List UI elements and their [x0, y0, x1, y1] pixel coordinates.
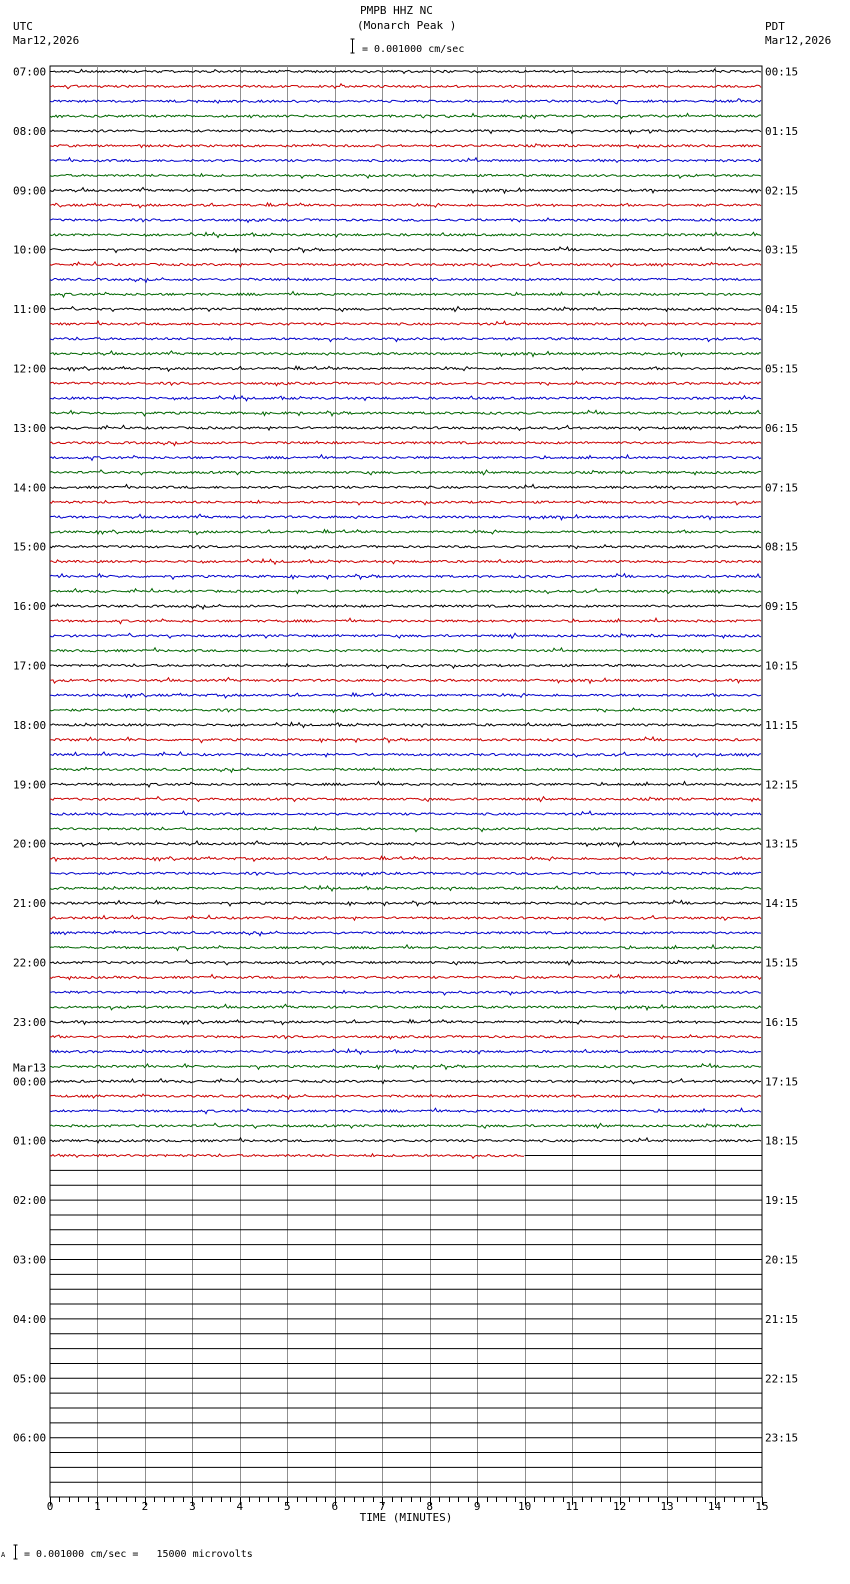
- pdt-hour-label: 22:15: [765, 1372, 799, 1386]
- trace-row: [50, 232, 761, 237]
- pdt-hour-label: 08:15: [765, 540, 799, 554]
- scale-label: = 0.001000 cm/sec: [362, 44, 465, 55]
- trace-row: [50, 69, 761, 73]
- pdt-hour-label: 17:15: [765, 1075, 799, 1089]
- x-tick-label: 11: [565, 1500, 579, 1513]
- footer-marker: A: [1, 1551, 6, 1559]
- x-tick-label: 14: [707, 1500, 722, 1513]
- trace-row: [50, 722, 761, 727]
- utc-hour-label: 04:00: [13, 1312, 47, 1326]
- trace-row: [50, 470, 761, 475]
- trace-row: [50, 247, 761, 253]
- trace-row: [50, 500, 761, 505]
- station-title: PMPB HHZ NC: [360, 4, 433, 17]
- trace-row: [50, 381, 761, 385]
- trace-row: [50, 900, 761, 906]
- trace-row: [50, 827, 761, 832]
- trace-row: [50, 693, 761, 698]
- pdt-hour-label: 13:15: [765, 837, 799, 851]
- utc-hour-label: 17:00: [13, 659, 47, 673]
- trace-row: [50, 441, 761, 446]
- x-tick-label: 1: [94, 1500, 101, 1513]
- trace-row: [50, 604, 761, 609]
- trace-row: [50, 841, 761, 847]
- trace-row: [50, 752, 761, 757]
- trace-row: [50, 678, 761, 684]
- trace-row: [50, 574, 761, 580]
- right-timezone: PDT: [765, 20, 785, 33]
- trace-row: [50, 1004, 761, 1010]
- station-location: (Monarch Peak ): [357, 19, 457, 32]
- trace-row: [50, 975, 761, 980]
- trace-row: [50, 1020, 761, 1025]
- trace-row: [50, 262, 761, 267]
- trace-row: [50, 931, 761, 936]
- utc-hour-label: 02:00: [13, 1194, 47, 1208]
- trace-row: [50, 84, 761, 89]
- x-tick-label: 7: [378, 1500, 386, 1513]
- utc-hour-label: 03:00: [13, 1253, 47, 1267]
- trace-row: [50, 856, 761, 861]
- trace-row: [50, 1035, 761, 1039]
- x-tick-label: 3: [189, 1500, 196, 1513]
- utc-hour-label: 21:00: [13, 897, 47, 911]
- x-tick-label: 12: [612, 1500, 627, 1513]
- utc-hour-label: 09:00: [13, 184, 47, 198]
- utc-hour-label: 08:00: [13, 124, 47, 138]
- utc-hour-label: 10:00: [13, 243, 47, 257]
- trace-row: [50, 991, 761, 996]
- trace-row: [50, 1079, 761, 1084]
- trace-row: [50, 351, 761, 357]
- pdt-hour-label: 19:15: [765, 1194, 799, 1208]
- trace-row: [50, 321, 761, 326]
- trace-row: [50, 633, 761, 638]
- x-tick-label: 8: [426, 1500, 434, 1513]
- trace-row: [50, 292, 761, 298]
- pdt-hour-label: 12:15: [765, 778, 799, 792]
- utc-hour-label: 20:00: [13, 837, 47, 851]
- trace-row: [50, 797, 761, 802]
- trace-row: [50, 1049, 761, 1054]
- pdt-hour-label: 23:15: [765, 1431, 799, 1445]
- utc-hour-label: 23:00: [13, 1015, 47, 1029]
- pdt-hour-label: 09:15: [765, 600, 799, 614]
- scale-bar-icon: [351, 39, 355, 53]
- trace-row: [50, 945, 761, 951]
- trace-row: [50, 871, 761, 875]
- trace-row: [50, 811, 761, 816]
- trace-row: [50, 174, 761, 179]
- utc-hour-label: 19:00: [13, 778, 47, 792]
- utc-hour-label: 22:00: [13, 956, 47, 970]
- trace-row: [50, 425, 761, 430]
- trace-row: [50, 559, 761, 564]
- trace-row: [50, 1094, 761, 1099]
- trace-row: [50, 648, 761, 653]
- footer-scale-bar-icon: [14, 1545, 18, 1559]
- x-tick-label: 4: [236, 1500, 244, 1513]
- utc-hour-label: 18:00: [13, 718, 47, 732]
- trace-row: [50, 218, 761, 222]
- trace-row: [50, 396, 761, 401]
- trace-row: [50, 708, 761, 712]
- utc-hour-label: 00:00: [13, 1075, 47, 1089]
- trace-row: [50, 886, 761, 891]
- x-tick-label: 13: [660, 1500, 674, 1513]
- date-change-label: Mar13: [13, 1061, 47, 1075]
- left-date: Mar12,2026: [13, 34, 80, 47]
- x-tick-label: 2: [141, 1500, 149, 1513]
- pdt-hour-label: 05:15: [765, 362, 799, 376]
- utc-hour-label: 13:00: [13, 421, 47, 435]
- pdt-hour-label: 14:15: [765, 897, 799, 911]
- x-tick-label: 5: [284, 1500, 291, 1513]
- trace-row: [50, 589, 761, 594]
- trace-row: [50, 960, 761, 965]
- x-tick-label: 0: [46, 1500, 54, 1513]
- pdt-hour-label: 04:15: [765, 303, 799, 317]
- right-date: Mar12,2026: [765, 34, 832, 47]
- trace-row: [50, 203, 761, 208]
- pdt-hour-label: 03:15: [765, 243, 799, 257]
- pdt-hour-label: 02:15: [765, 184, 799, 198]
- pdt-hour-label: 15:15: [765, 956, 799, 970]
- trace-row: [50, 1123, 761, 1128]
- trace-row: [50, 485, 761, 490]
- utc-hour-label: 11:00: [13, 303, 47, 317]
- trace-row: [50, 545, 761, 549]
- trace-row: [50, 366, 761, 371]
- pdt-hour-label: 01:15: [765, 124, 799, 138]
- utc-hour-label: 12:00: [13, 362, 47, 376]
- trace-row: [50, 1108, 761, 1114]
- utc-hour-label: 07:00: [13, 65, 47, 79]
- pdt-hour-label: 16:15: [765, 1015, 799, 1029]
- trace-row: [50, 618, 761, 624]
- pdt-hour-label: 06:15: [765, 421, 799, 435]
- utc-hour-label: 05:00: [13, 1372, 47, 1386]
- pdt-hour-label: 00:15: [765, 65, 799, 79]
- pdt-hour-label: 11:15: [765, 718, 799, 732]
- trace-row: [50, 113, 761, 118]
- utc-hour-label: 16:00: [13, 600, 47, 614]
- trace-row: [50, 337, 761, 342]
- pdt-hour-label: 21:15: [765, 1312, 799, 1326]
- trace-row: [50, 782, 761, 788]
- utc-hour-label: 14:00: [13, 481, 47, 495]
- trace-row: [50, 767, 761, 772]
- trace-row: [50, 915, 761, 920]
- trace-row: [50, 144, 761, 148]
- trace-row: [50, 664, 761, 669]
- trace-row: [50, 130, 761, 134]
- trace-row: [50, 278, 761, 283]
- left-timezone: UTC: [13, 20, 33, 33]
- utc-hour-label: 15:00: [13, 540, 47, 554]
- footer-scale-note: = 0.001000 cm/sec = 15000 microvolts: [24, 1549, 253, 1560]
- x-tick-label: 9: [473, 1500, 481, 1513]
- x-tick-label: 10: [518, 1500, 532, 1513]
- trace-row: [50, 1138, 761, 1143]
- trace-row: [50, 99, 761, 104]
- trace-row: [50, 737, 761, 743]
- trace-row: [50, 307, 761, 312]
- pdt-hour-label: 10:15: [765, 659, 799, 673]
- x-axis-label: TIME (MINUTES): [359, 1511, 453, 1524]
- trace-row: [50, 410, 761, 416]
- trace-row: [50, 530, 761, 535]
- utc-hour-label: 06:00: [13, 1431, 47, 1445]
- trace-row: [50, 158, 761, 163]
- utc-hour-label: 01:00: [13, 1134, 47, 1148]
- x-tick-label: 15: [755, 1500, 769, 1513]
- trace-row: [50, 455, 761, 461]
- pdt-hour-label: 18:15: [765, 1134, 799, 1148]
- trace-row: [50, 188, 761, 194]
- trace-row: [50, 514, 761, 520]
- pdt-hour-label: 07:15: [765, 481, 799, 495]
- pdt-hour-label: 20:15: [765, 1253, 799, 1267]
- x-tick-label: 6: [331, 1500, 339, 1513]
- trace-row: [50, 1064, 761, 1070]
